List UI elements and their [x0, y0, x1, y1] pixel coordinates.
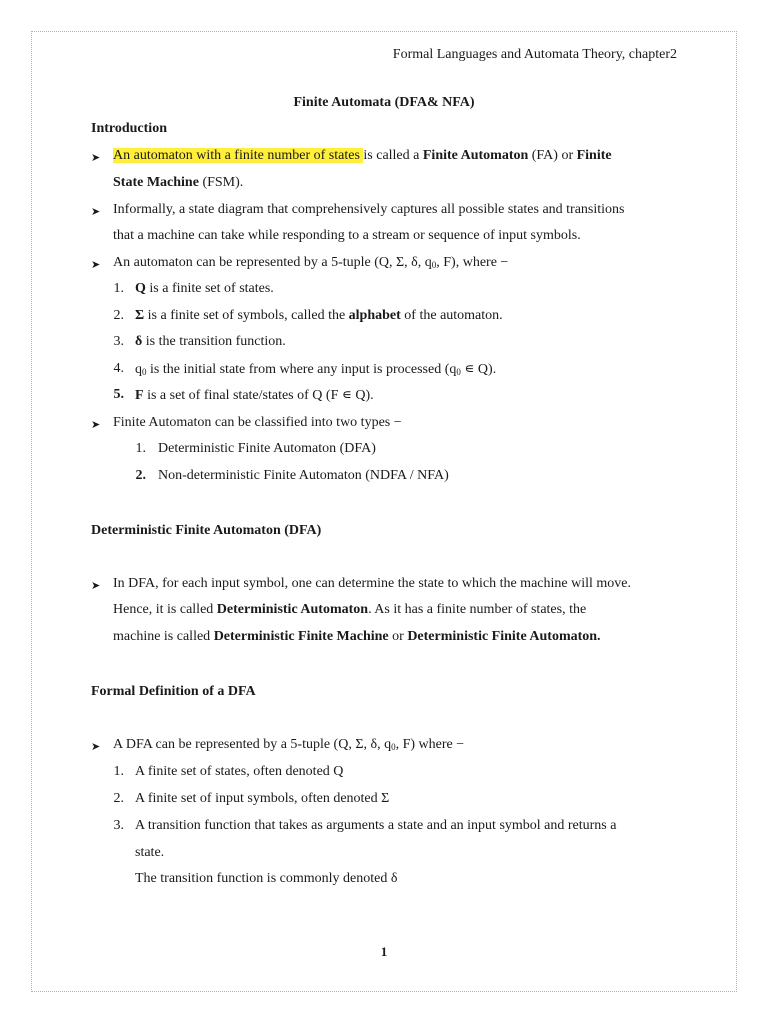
list-number: 1.	[113, 764, 124, 779]
list-item: F is a set of final state/states of Q (F ∊ Q).	[135, 388, 374, 403]
list-item: Deterministic Finite Automaton (DFA)	[158, 441, 376, 456]
list-number: 5.	[113, 387, 124, 402]
arrow-bullet-icon: ➤	[91, 259, 101, 271]
list-number: 4.	[113, 361, 124, 376]
list-number: 3.	[113, 818, 124, 833]
dfa-paragraph: In DFA, for each input symbol, one can determine the state to which the machine will move.	[113, 576, 631, 591]
intro-paragraph-2-cont: that a machine can take while responding to a stream or sequence of input symbols.	[113, 228, 581, 243]
list-item: A transition function that takes as arguments a state and an input symbol and returns a	[135, 818, 617, 833]
list-item-cont: state.	[135, 845, 165, 860]
list-number: 1.	[135, 441, 146, 456]
list-item: A finite set of input symbols, often denoted Σ	[135, 791, 390, 806]
dfa-paragraph-cont: Hence, it is called Deterministic Automaton. As it has a finite number of states, the	[113, 602, 587, 617]
list-item: Q is a finite set of states.	[135, 281, 274, 296]
arrow-bullet-icon: ➤	[91, 152, 101, 164]
highlighted-text: An automaton with a finite number of states	[113, 148, 364, 163]
list-item: $q_0$ is the initial state from where any input is processed ($q_0$ ∊ Q).	[135, 362, 497, 377]
list-number: 1.	[113, 281, 124, 296]
arrow-bullet-icon: ➤	[91, 206, 101, 218]
intro-paragraph-3: An automaton can be represented by a 5-tuple (Q, Σ, δ, $q_0$, F), where −	[113, 255, 509, 270]
intro-paragraph-1: An automaton with a finite number of states is called a Finite Automaton (FA) or Finite	[113, 148, 612, 163]
list-number: 2.	[113, 791, 124, 806]
list-number: 2.	[135, 468, 146, 483]
arrow-bullet-icon: ➤	[91, 741, 101, 753]
section-heading-dfa: Deterministic Finite Automaton (DFA)	[91, 523, 322, 538]
arrow-bullet-icon: ➤	[91, 580, 101, 592]
list-item: Σ is a finite set of symbols, called the alphabet of the automaton.	[135, 308, 503, 323]
list-item: Non-deterministic Finite Automaton (NDFA / NFA)	[158, 468, 449, 483]
list-item: A finite set of states, often denoted Q	[135, 764, 344, 779]
list-item-note: The transition function is commonly denoted δ	[135, 871, 398, 886]
section-heading-introduction: Introduction	[91, 121, 167, 136]
intro-paragraph-2: Informally, a state diagram that comprehensively captures all possible states and transitions	[113, 202, 625, 217]
section-heading-formal-definition: Formal Definition of a DFA	[91, 684, 256, 699]
formal-intro: A DFA can be represented by a 5-tuple (Q, Σ, δ, $q_0$, F) where −	[113, 737, 465, 752]
arrow-bullet-icon: ➤	[91, 419, 101, 431]
list-item: δ is the transition function.	[135, 334, 286, 349]
list-number: 2.	[113, 308, 124, 323]
intro-paragraph-1-cont: State Machine (FSM).	[113, 175, 244, 190]
running-header: Formal Languages and Automata Theory, chapter2	[392, 47, 677, 62]
list-number: 3.	[113, 334, 124, 349]
page-title: Finite Automata (DFA& NFA)	[293, 95, 475, 110]
dfa-paragraph-cont: machine is called Deterministic Finite Machine or Deterministic Finite Automaton.	[113, 629, 601, 644]
page-number: 1	[380, 944, 388, 959]
intro-paragraph-4: Finite Automaton can be classified into two types −	[113, 415, 402, 430]
